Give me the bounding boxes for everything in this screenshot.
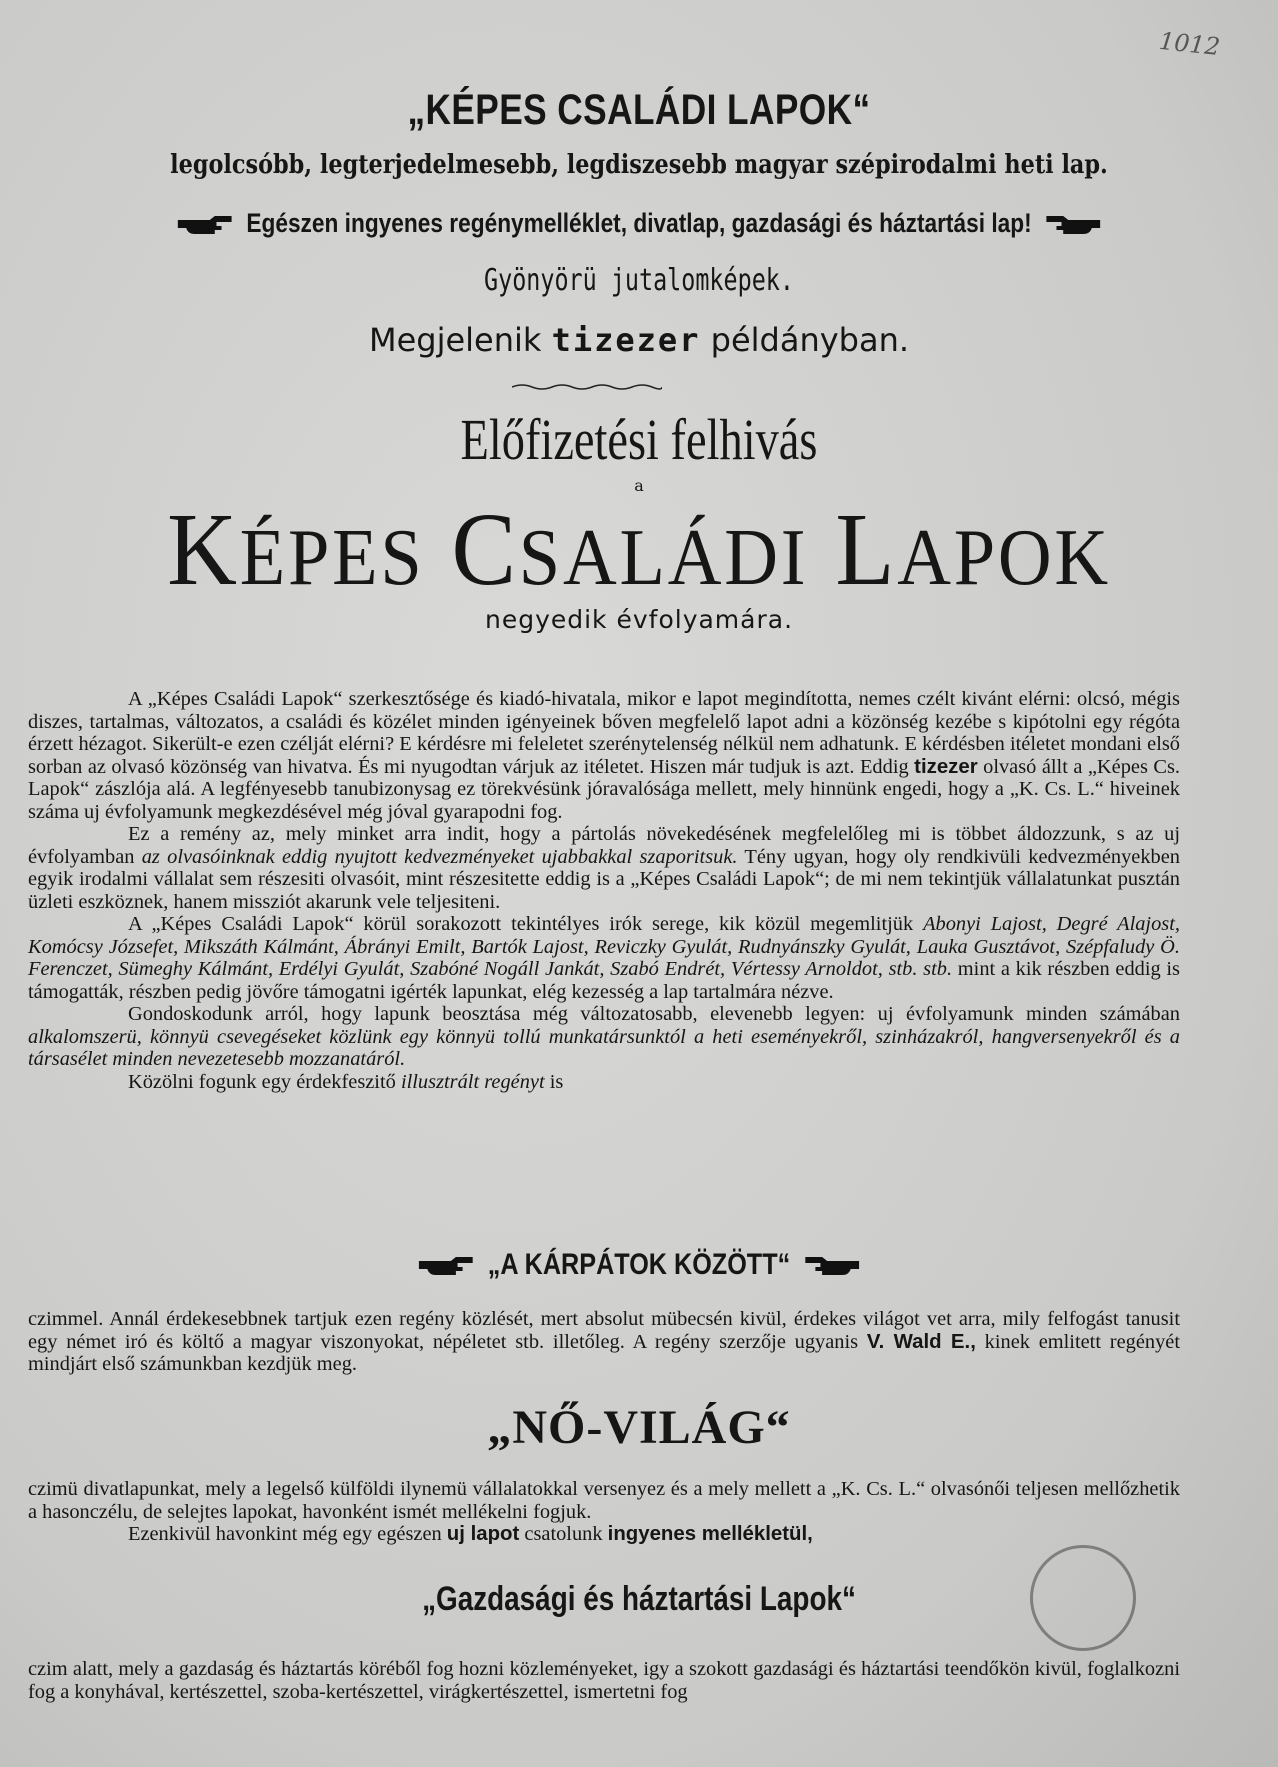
paragraph-1: A „Képes Családi Lapok“ szerkesztősége és kiadó-hivatala, mikor e lapot megindította, nemes czélt kivánt elérni: olcsó, mégis diszes, tartalmas, változatos, a családi és közélet minden igényeinek bőven megfelelő lapot adni a közönség kezébe s kipótolni egy régóta érzett hézagot. Sikerült-e ezen czélját elérni? E kérdésre mi feleletet szerénytelenség nélkül nem adhatunk. E kérdésben itéletet mondani első sorban az olvasó közönség van hivatva. És mi nyugodtan várjuk az itéletet. Hiszen már tudjuk is azt. Eddig tizezer olvasó állt a „Képes Cs. Lapok“ zászlója alá. A legfényesebb tanubizonysag ez törekvésünk jóravalósága mellett, mely hinnünk engedi, hogy a „K. Cs. L.“ hiveinek száma uj évfolyamunk megkezdésével még jóval gyarapodni fog. bbox=[28, 688, 1180, 823]
fashion-paragraph: czimü divatlapunkat, mely a legelső külföldi ilynemü vállalatokkal versenyez és a mely mellett a „K. Cs. L.“ olvasónői teljesen mellőzhetik a hasonczélu, de selejtes lapokat, havonként ismét mellékelni fogjuk. Ezenkivül havonkint még egy egészen uj lapot csatolunk ingyenes mellékletül, bbox=[28, 1478, 1180, 1545]
pointing-hand-left-icon bbox=[802, 1255, 861, 1277]
masthead-tagline: legolcsóbb, legterjedelmesebb, legdiszesebb magyar szépirodalmi heti lap. bbox=[170, 150, 1108, 180]
body-paragraphs bbox=[28, 688, 1180, 1093]
fashion-title: „NŐ-VILÁG“ bbox=[487, 1401, 791, 1454]
agri-title: „Gazdasági és háztartási Lapok“ bbox=[422, 1580, 856, 1618]
ornament-divider bbox=[512, 383, 662, 391]
page-number: 1012 bbox=[1157, 26, 1222, 62]
supplements-text: Egészen ingyenes regénymelléklet, divatlap, gazdasági és háztartási lap! bbox=[246, 208, 1032, 238]
pointing-hand-right-icon bbox=[417, 1255, 476, 1277]
library-stamp bbox=[1030, 1545, 1136, 1651]
big-title bbox=[45, 490, 1234, 609]
agri-paragraph: czim alatt, mely a gazdaság és háztartás köréből fog hozni közleményeket, igy a szokott gazdasági és háztartási teendőkön kivül, foglalkozni fog a konyhával, kertészettel, szoba-kertészettel, virágkertészettel, ismertetni fog bbox=[28, 1658, 1180, 1703]
pointing-hand-left-icon bbox=[1043, 214, 1102, 236]
masthead-title: „KÉPES CSALÁDI LAPOK“ bbox=[407, 86, 871, 134]
pointing-hand-right-icon bbox=[176, 214, 235, 236]
subscription-call-heading: Előfizetési felhivás bbox=[460, 407, 818, 472]
paragraph-5: Közölni fogunk egy érdekfeszitő illusztrált regényt is bbox=[128, 1070, 564, 1093]
paragraph-4: Gondoskodunk arról, hogy lapunk beosztása még változatosabb, elevenebb legyen: uj évfolyamunk minden számában alkalomszerü, könnyü csevegéseket közlünk egy könnyü tollú munkatársunktól a heti eseményekről, szinházakról, hangversenyekről és a társasélet minden nevezetesebb mozzanatáról. bbox=[28, 1003, 1180, 1070]
big-title-word-3: LAPOK bbox=[835, 492, 1111, 607]
novel-title-line bbox=[102, 1248, 1176, 1282]
paragraph-3: A „Képes Családi Lapok“ körül sorakozott tekintélyes irók serege, kik közül megemlitjük Abonyi Lajost, Degré Alajost, Komócsy Józsefet, Mikszáth Kálmánt, Ábrányi Emilt, Bartók Lajost, Reviczky Gyulát, Rudnyánszky Gyulát, Lauka Gusztávot, Szépfaludy Ö. Ferenczet, Sümeghy Kálmánt, Erdélyi Gyulát, Szabóné Nogáll Jankát, Szabó Endrét, Vértessy Arnoldot, stb. stb. mint a kik részben eddig is támogatták, részben pedig jövőre támogatni igérték lapunkat, elég kezesség a lap tartalmára nézve. bbox=[28, 913, 1180, 1003]
article-word: a bbox=[634, 476, 644, 495]
masthead-premiums: Gyönyörü jutalomképek. bbox=[484, 263, 794, 298]
big-title-word-1: KÉPES bbox=[167, 492, 425, 607]
circulation-pre: Megjelenik bbox=[368, 321, 542, 359]
masthead-supplements bbox=[102, 208, 1176, 239]
paragraph-2: Ez a remény az, mely minket arra indit, hogy a pártolás növekedésének megfelelőleg mi is többet áldozzunk, s az uj évfolyamban az olvasóinknak eddig nyujtott kedvezményeket ujabbakkal szaporitsuk. Tény ugyan, hogy oly rendkivüli kedvezményekben egyik irodalmi vállalat sem részesiti olvasóit, mint részesitette eddig is a „Képes Családi Lapok“; de mi nem tekintjük vállalatunkat pusztán üzleti eszköznek, hanem missziót akarunk vele teljesiteni. bbox=[28, 823, 1180, 913]
circulation-number: tizezer bbox=[551, 321, 701, 359]
circulation-post: példányban. bbox=[710, 321, 910, 359]
volume-line: negyedik évfolyamára. bbox=[484, 605, 794, 634]
masthead-circulation bbox=[0, 321, 1278, 359]
novel-paragraph: czimmel. Annál érdekesebbnek tartjuk ezen regény közlését, mert absolut mübecsén kivül, érdekes világot vet arra, mily felfogást tanusit egy német iró és költő a magyar viszonyokat, népéletet stb. illetőleg. A regény szerzője ugyanis V. Wald E., kinek emlitett regényét mindjárt első számunkban kezdjük meg. bbox=[28, 1308, 1180, 1375]
big-title-word-2: CSALÁDI bbox=[451, 492, 809, 607]
novel-title: „A KÁRPÁTOK KÖZÖTT“ bbox=[487, 1248, 791, 1281]
novel-author: V. Wald E., bbox=[866, 1330, 976, 1353]
